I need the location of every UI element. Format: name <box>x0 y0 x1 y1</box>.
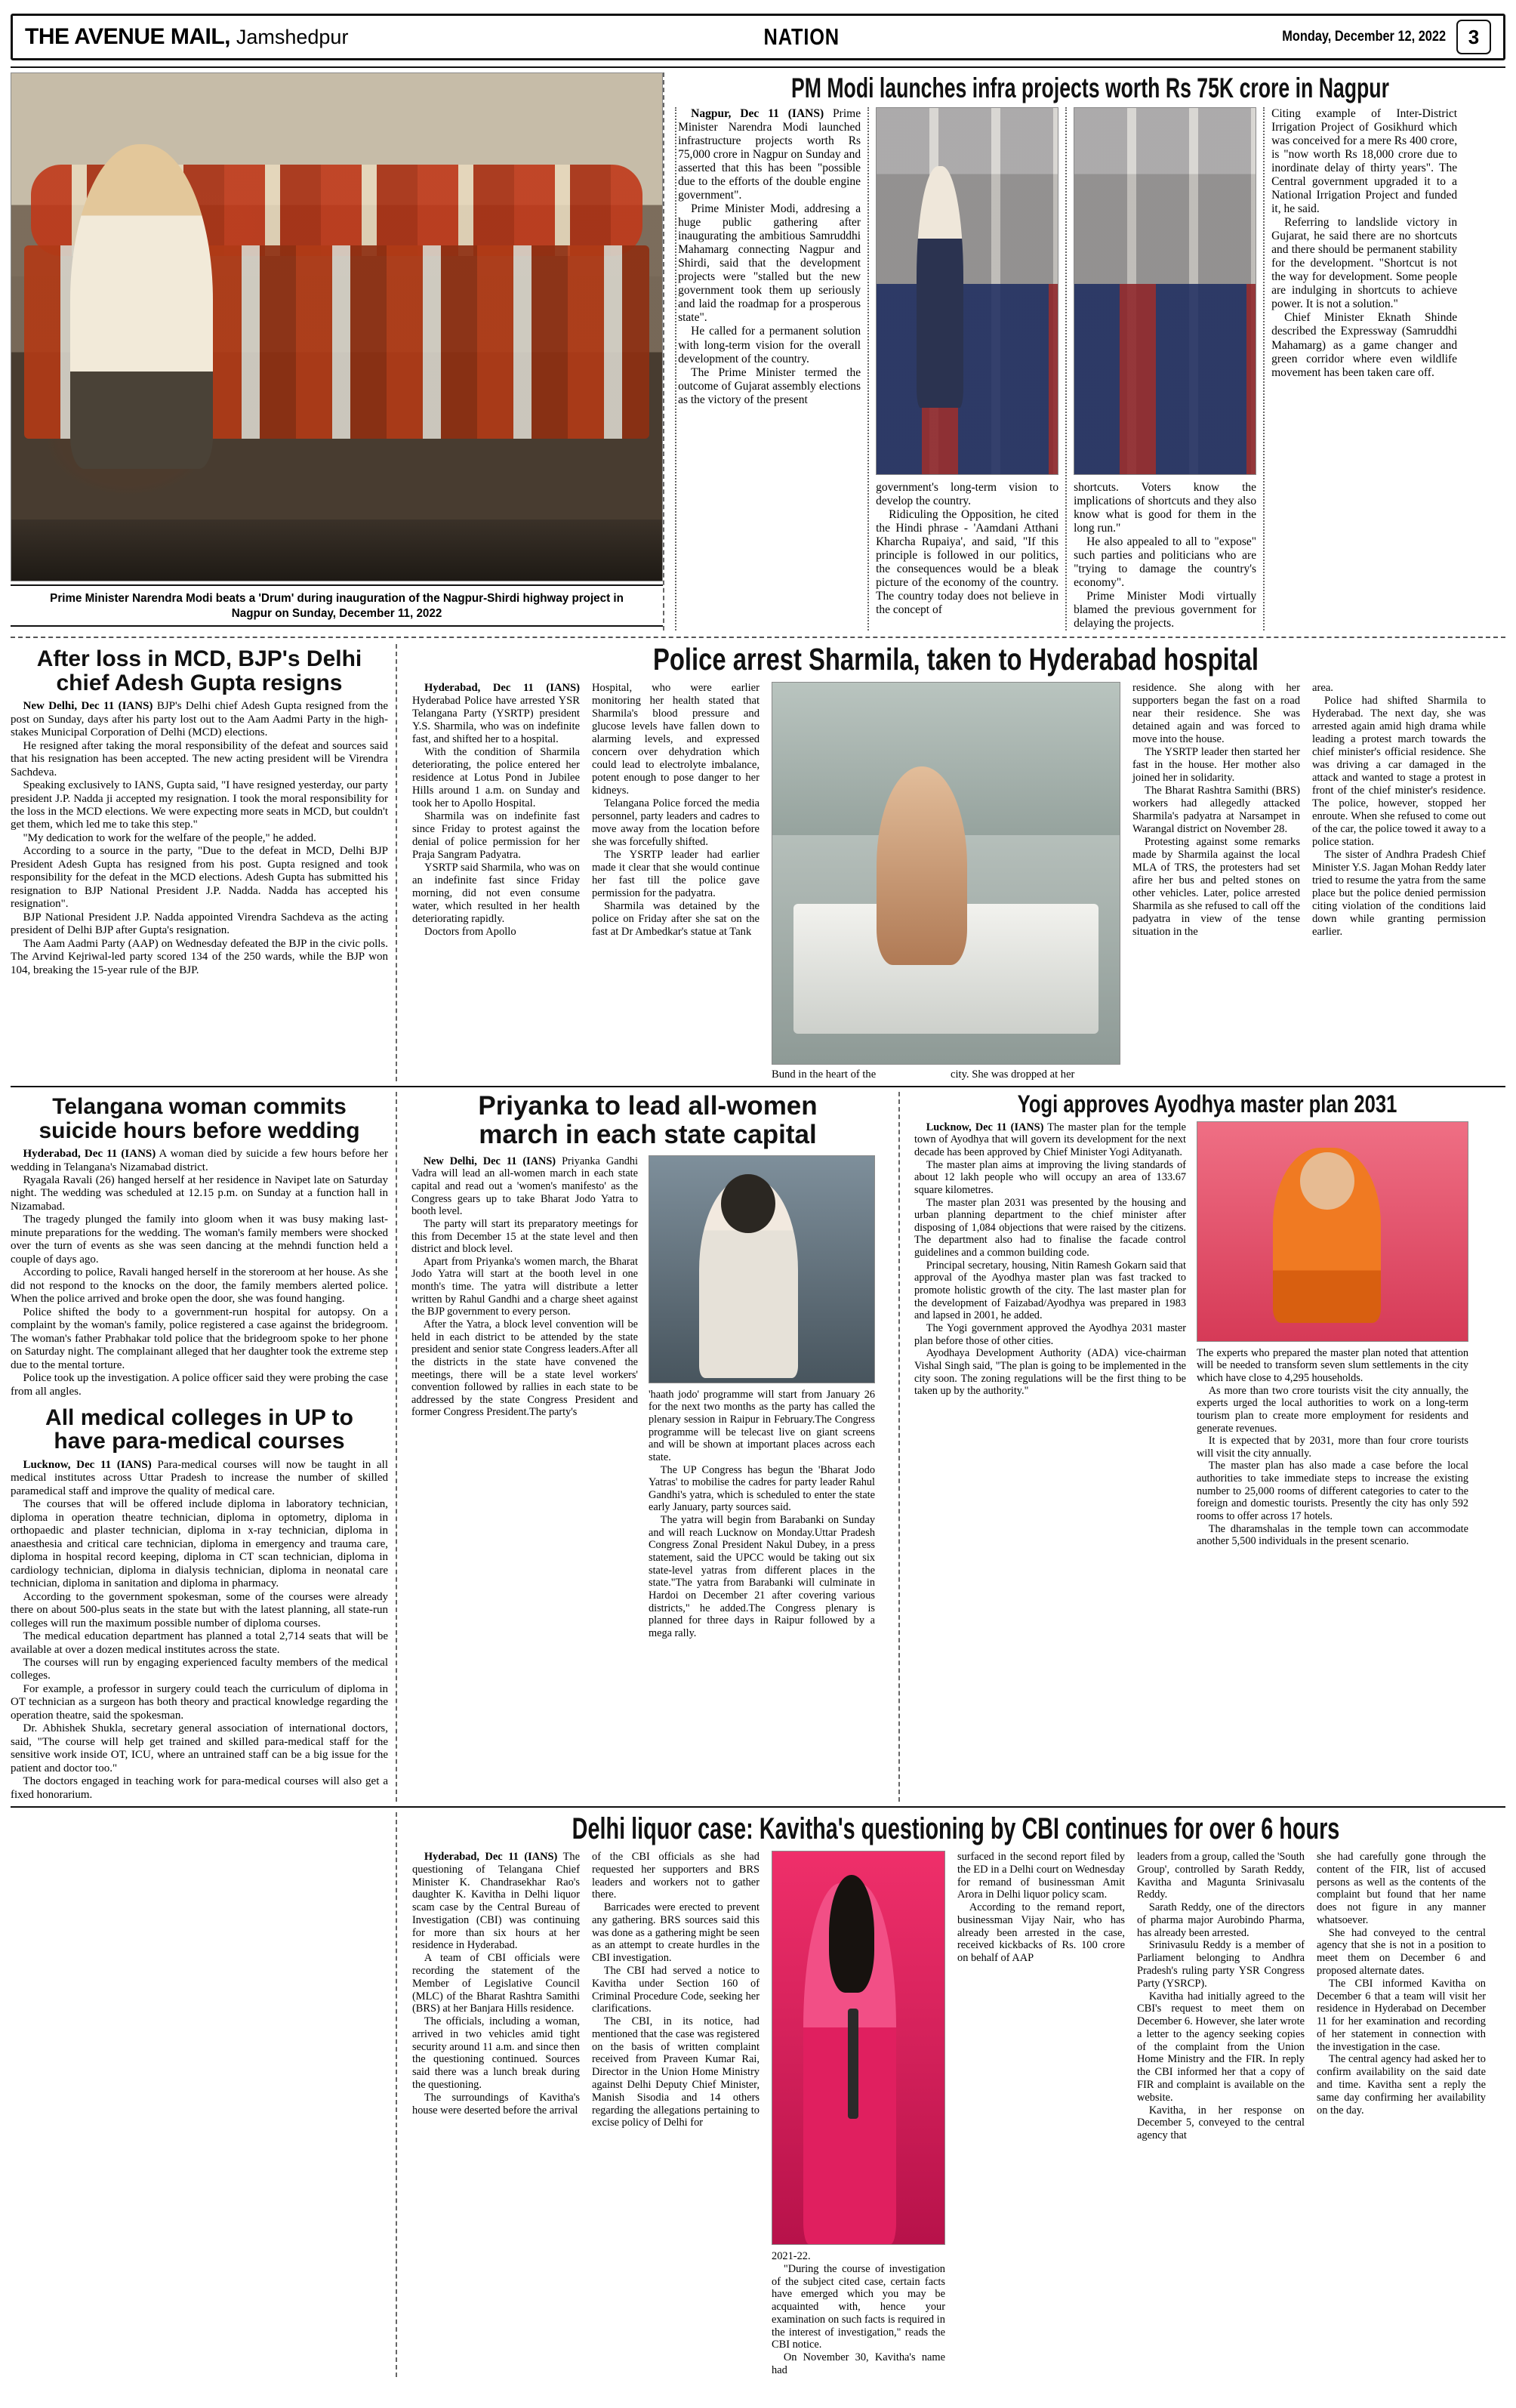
priyanka-c2-p2: The UP Congress has begun the 'Bharat Jodo Yatras' to mobilise the cadres for party leader Rahul Gandhi's yatra, which is scheduled to enter the state early January, party sources said. <box>649 1463 875 1514</box>
mcd-headline-line2: chief Adesh Gupta resigns <box>56 670 343 695</box>
sharmila-caption-left: Bund in the heart of the <box>772 1068 877 1081</box>
sharmila-column-2 <box>586 682 766 1081</box>
modi-columns <box>675 107 1505 631</box>
modi-column-3 <box>1065 107 1263 631</box>
upmedical-dateline: Lucknow, Dec 11 (IANS) <box>23 1458 152 1471</box>
liquor-c3-p1: 2021-22. <box>772 2249 811 2262</box>
upmedical-headline-line2: have para-medical courses <box>54 1429 345 1454</box>
liquor-c1-p4: The surroundings of Kavitha's house were deserted before the arrival <box>412 2091 580 2117</box>
modi-c3-p1: shortcuts. Voters know the implications of shortcuts and they also know what is good for them in the long run." <box>1074 480 1257 535</box>
yogi-c2-p2: As more than two crore tourists visit the city annually, the experts urged the local authorities to work on a long-term tourism plan to create more employment for residents and generate revenues. <box>1197 1384 1468 1435</box>
masthead-right <box>1256 20 1491 54</box>
upmedical-p2: The courses that will be offered include diploma in laboratory technician, diploma in operation theatre technician, diploma in optometry, diploma in orthopaedic and plaster technician, diploma in x-ray technician, diploma in anaesthesia and critical care technician, diploma in emergency and trauma care, diploma in hospital record keeping, diploma in CT scan technician, diploma in cardiology technician, diploma in dialysis technician, diploma in neonatal care technician, diploma in sanitation and diploma in pharmacy. <box>11 1498 388 1590</box>
yogi-p3: The master plan 2031 was presented by the housing and urban planning department to the chief minister after disposing of 1,084 objections that were raised by the citizens. The department also had to finalise the facade control guidelines and a common building code. <box>914 1196 1186 1259</box>
sharmila-column-4 <box>1126 682 1306 1081</box>
priyanka-column-2 <box>643 1155 880 1640</box>
modi-column-4 <box>1263 107 1464 631</box>
modi-c1-p1: Prime Minister Narendra Modi launched infrastructure projects worth Rs 75,000 crore in Nagpur on Sunday and asserted that this has been "possible due to the efforts of the double engine government". <box>678 106 861 202</box>
liquor-c5-p3: Srinivasulu Reddy is a member of Parliament belonging to Andhra Pradesh's ruling party YSR Congress Party (YSRCP). <box>1137 1939 1305 1990</box>
yogi-dateline: Lucknow, Dec 11 (IANS) <box>926 1121 1044 1133</box>
liquor-c3-p2: "During the course of investigation of the subject cited case, certain facts have emerged which you may be acquainted with, hence your examination on such facts is required in the interest of investigation," reads the CBI notice. <box>772 2262 945 2351</box>
upmedical-body <box>11 1459 388 1802</box>
priyanka-columns <box>406 1155 889 1640</box>
rule-band2-bottom <box>11 1086 1505 1087</box>
modi-c1-p3: He called for a permanent solution with long-term vision for the overall development of the country. <box>678 325 861 365</box>
modi-c2-p2: Ridiculing the Opposition, he cited the Hindi phrase - 'Aamdani Atthani Kharcha Rupaiya', and said, "If this principle is followed in our politics, the consequences would be a bleak picture of the economy of the country. The country today does not believe in the concept of <box>876 507 1059 617</box>
kavitha-photo <box>772 1851 945 2245</box>
telangana-headline <box>11 1092 388 1148</box>
yogi-column-1 <box>909 1121 1191 1548</box>
sharmila-c5-p3: The sister of Andhra Pradesh Chief Minister Y.S. Jagan Mohan Reddy later tried to resume the yatra from the same place but the police denied permission citing violation of the conditions laid down while granting permission earlier. <box>1312 849 1486 939</box>
mcd-p5: According to a source in the party, "Due to the defeat in MCD, Delhi BJP President Adesh Gupta has resigned from his post. Gupta resigned and took responsibility for the defeat in the MCD elections. Adesh Gupta has submitted his resignation to BJP National President J.P. Nadda. Nadda has accepted his resignation". <box>11 845 388 911</box>
telangana-headline-line1: Telangana woman commits <box>52 1094 347 1120</box>
liquor-c2-p4: The CBI, in its notice, had mentioned that the case was registered on the basis of written complaint received from Praveen Kumar Rai, Director in the Union Home Ministry against Delhi Deputy Chief Minister, Manish Sisodia and 14 others regarding the allegations pertaining to excise policy of Delhi for <box>592 2015 760 2129</box>
paper-name: THE AVENUE MAIL, <box>25 24 231 49</box>
sharmila-c2-p3: The YSRTP leader had earlier made it clear that she would continue her fast till the police gave permission for the padyatra. <box>592 849 760 900</box>
mcd-p6: BJP National President J.P. Nadda appointed Virendra Sachdeva as the acting president of Delhi BJP after Gupta's resignation. <box>11 911 388 937</box>
sharmila-photo-column <box>766 682 1126 1081</box>
modi-dateline: Nagpur, Dec 11 (IANS) <box>691 106 824 120</box>
modi-c1-p4: The Prime Minister termed the outcome of Gujarat assembly elections as the victory of the present <box>678 365 861 406</box>
telangana-p5: Police shifted the body to a government-run hospital for autopsy. On a complaint by the woman's family, police registered a case against the bridegroom. The woman's father Prabhakar told police that the bridegroom spoke to her phone on Saturday night. The complainant alleged that her daughter took the extreme step due to the mental torture. <box>11 1306 388 1371</box>
sharmila-c4-p1: residence. She along with her supporters began the fast on a road near their residence. She was detained again and was forced to move into the house. <box>1132 682 1300 746</box>
liquor-columns <box>406 1851 1505 2377</box>
liquor-headline: Delhi liquor case: Kavitha's questioning by CBI continues for over 6 hours <box>572 1812 1340 1846</box>
yogi-article <box>898 1092 1505 1802</box>
sharmila-c1-p1: Hyderabad Police have arrested YSR Telangana Party (YSRTP) president Y.S. Sharmila, who was on indefinite fast, and shifted her to a hospital. <box>412 695 580 746</box>
priyanka-headline <box>406 1092 889 1155</box>
top-section <box>11 72 1505 631</box>
telangana-headline-line2: suicide hours before wedding <box>39 1118 360 1143</box>
liquor-c4-p2: According to the remand report, businessman Vijay Nair, who has already been arrested in the case, received kickbacks of Rs. 100 crore on behalf of AAP <box>957 1901 1125 1965</box>
yogi-p1: The master plan for the temple town of Ayodhya that will govern its development for the next decade has been approved by Chief Minister Yogi Adityanath. <box>914 1121 1186 1158</box>
upmedical-p3: According to the government spokesman, some of the courses were already there on about 500-plus seats in the state but with the latest planning, all state-run colleges will run the maximum possible number of diploma courses. <box>11 1590 388 1629</box>
sharmila-c5-p1: area. <box>1312 682 1333 695</box>
priyanka-p2: The party will start its preparatory meetings for this from December 15 at the state level and then district and block level. <box>411 1217 638 1256</box>
mcd-article <box>11 644 396 1081</box>
priyanka-p1: Priyanka Gandhi Vadra will lead an all-women march in each state capital and read out a 'women's manifesto' as the Congress gears up to take Bharat Jodo Yatra to booth level. <box>411 1155 638 1218</box>
mcd-p4: "My dedication to work for the welfare of the people," he added. <box>23 831 316 844</box>
sharmila-c2-p4: Sharmila was detained by the police on Friday after she sat on the fast at Dr Ambedkar's statue at Tank <box>592 900 760 939</box>
liquor-c6-p4: The central agency had asked her to confirm availability on the said date and time. Kavitha sent a reply the same day confirming her availability on the day. <box>1317 2053 1486 2117</box>
page-number: 3 <box>1456 20 1491 54</box>
mcd-headline-line1: After loss in MCD, BJP's Delhi <box>36 646 362 672</box>
issue-date: Monday, December 12, 2022 <box>1282 29 1446 45</box>
modi-column-1 <box>675 107 867 631</box>
yogi-p6: Ayodhaya Development Authority (ADA) vice-chairman Vishal Singh said, "The plan is going to be implemented in the city soon. The zoning regulations will be the first thing to be taken up by the authority." <box>914 1347 1186 1398</box>
priyanka-c2-p1: 'haath jodo' programme will start from January 26 for the next two months as the party has called the plenary session in Raipur in February.The Congress programme will be telecast live on giant screens and will be shown at important places across each state. <box>649 1388 875 1463</box>
bottom-left-spacer <box>11 1812 396 2377</box>
masthead <box>11 14 1505 60</box>
priyanka-headline-line1: Priyanka to lead all-women <box>478 1091 818 1121</box>
yogi-c2-p3: It is expected that by 2031, more than four crore tourists will visit the city annually. <box>1197 1435 1468 1460</box>
yogi-p5: The Yogi government approved the Ayodhya 2031 master plan before those of other cities. <box>914 1321 1186 1347</box>
telangana-dateline: Hyderabad, Dec 11 (IANS) <box>23 1148 156 1161</box>
left-column-stack <box>11 1092 396 1802</box>
liquor-column-5 <box>1131 1851 1311 2377</box>
liquor-column-4 <box>951 1851 1131 2377</box>
modi-c2-p1: government's long-term vision to develop the country. <box>876 480 1059 507</box>
liquor-c6-p3: The CBI informed Kavitha on December 6 that a team will visit her residence in Hyderabad on December 11 for her examination and recording of her statement in connection with the investigation in the case. <box>1317 1977 1486 2053</box>
sharmila-article <box>396 644 1505 1081</box>
telangana-p6: Police took up the investigation. A police officer said they were probing the case from all angles. <box>11 1372 388 1398</box>
modi-c3-p3: Prime Minister Modi virtually blamed the previous government for delaying the projects. <box>1074 590 1257 631</box>
upmedical-p1: Para-medical courses will now be taught in all medical institutes across Uttar Pradesh to increase the number of skilled paramedical staff and improve the quality of medical care. <box>11 1458 388 1497</box>
modi-drum-photo <box>11 72 663 581</box>
modi-c1-p2: Prime Minister Modi, addresing a huge public gathering after inaugurating the ambitious Samruddhi Mahamarg connecting Nagpur and Shirdi, said that the development projects were "stalled but the new government took them up seriously and laid the roadmap for a prosperous state". <box>678 202 861 325</box>
modi-c4-p3: Chief Minister Eknath Shinde described the Expressway (Samruddhi Mahamarg) as a game changer and green corridor where even wildlife movement has been taken care off. <box>1271 311 1458 379</box>
liquor-dateline: Hyderabad, Dec 11 (IANS) <box>424 1850 558 1863</box>
liquor-c1-p2: A team of CBI officials were recording the statement of the Member of Legislative Council (MLC) of the Bharat Rashtra Samithi (BRS) at her Banjara Hills residence. <box>412 1952 580 2015</box>
rule-below-masthead <box>11 66 1505 68</box>
mcd-body <box>11 700 388 977</box>
modi-photo-block <box>11 72 663 631</box>
priyanka-c2-p3: The yatra will begin from Barabanki on Sunday and will reach Lucknow on Monday.Uttar Pradesh Congress Zonal President Nakul Dubey, in a press statement, said the UPCC would be taking out six state-level yatras from different places in the state."The yatra from Barabanki will culminate in Hardoi on December 21 after covering various districts," he added.The Congress plenary is planned for three days in Raipur followed by a mega rally. <box>649 1514 875 1639</box>
modi-photo-caption: Prime Minister Narendra Modi beats a 'Drum' during inauguration of the Nagpur-Shirdi highway project in Nagpur on Sunday, December 11, 2022 <box>50 592 624 620</box>
yogi-headline: Yogi approves Ayodhya master plan 2031 <box>1017 1090 1397 1118</box>
modi-c4-p1: Citing example of Inter-District Irrigation Project of Gosikhurd which was conceived for a mere Rs 400 crore, is "now worth Rs 18,000 crore due to inordinate delay of thirty years". The Central government upgraded it to a National Irrigation Project and funded it, he said. <box>1271 106 1458 216</box>
liquor-article <box>396 1812 1505 2377</box>
band-two <box>11 644 1505 1081</box>
mcd-dateline: New Delhi, Dec 11 (IANS) <box>23 700 153 713</box>
liquor-c6-p1: she had carefully gone through the content of the FIR, list of accused persons as well as the contents of the complaint but found that her name does not figure in any manner whatsoever. <box>1317 1850 1486 1926</box>
yogi-c2-p4: The master plan has also made a case before the local authorities to take immediate steps to increase the existing number to 25,000 rooms of different categories to cater to the foreign and domestic tourists. Presently the city has only 592 rooms to offer across 17 hotels. <box>1197 1460 1468 1523</box>
priyanka-p3: Apart from Priyanka's women march, the Bharat Jodo Yatra will start at the booth level in one month's time. The yatra will distribute a letter written by Rahul Gandhi and a charge sheet against the BJP government to every person. <box>411 1255 638 1318</box>
upmedical-p5: The courses will run by engaging experienced faculty members of the medical colleges. <box>11 1657 388 1682</box>
sharmila-headline: Police arrest Sharmila, taken to Hyderabad hospital <box>652 642 1259 677</box>
sharmila-c2-p2: Telangana Police forced the media personnel, party leaders and cadres to move away from the location before she was forcefully shifted. <box>592 797 760 849</box>
masthead-title <box>25 24 348 50</box>
yogi-photo <box>1197 1121 1468 1342</box>
upmedical-p4: The medical education department has planned a total 2,714 seats that will be available at over a dozen medical institutes across the state. <box>11 1630 388 1656</box>
priyanka-p4: After the Yatra, a block level convention will be held in each district to be attended by the state president and senior state Congress leaders.After all the districts in the state have convened the meetings, there will be a state level workers' convention followed by rallies in each state to be addressed by the state Congress President and former Congress President.The party's <box>411 1318 638 1419</box>
sharmila-c1-p5: Doctors from Apollo <box>424 926 516 939</box>
liquor-photo-column <box>766 1851 951 2377</box>
yogi-p4: Principal secretary, housing, Nitin Ramesh Gokarn said that approval of the Ayodhya master plan was fast tracked to promote holistic growth of the city. The last master plan for the development of Faizabad/Ayodhya was prepared in 1983 and lapsed in 2001, he added. <box>914 1259 1186 1322</box>
mcd-p1: BJP's Delhi chief Adesh Gupta resigned from the post on Sunday, days after his party lost out to the Aam Aadmi Party in the high-stakes Municipal Corporation of Delhi (MCD) elections. <box>11 700 388 739</box>
liquor-c5-p5: Kavitha, in her response on December 5, conveyed to the central agency that <box>1137 2104 1305 2142</box>
yogi-p2: The master plan aims at improving the living standards of about 12 lakh people who will occupy an area of 133.67 square kilometres. <box>914 1158 1186 1196</box>
upmedical-p8: The doctors engaged in teaching work for para-medical courses will also get a fixed honorarium. <box>11 1775 388 1801</box>
sharmila-c1-p3: Sharmila was on indefinite fast since Friday to protest against the denial of police permission for her Praja Sangram Padyatra. <box>412 810 580 862</box>
sharmila-column-5 <box>1306 682 1492 1081</box>
modi-headline: PM Modi launches infra projects worth Rs 75K crore in Nagpur <box>791 72 1390 103</box>
bottom-section <box>11 1812 1505 2377</box>
telangana-body <box>11 1148 388 1398</box>
modi-train-photo-2 <box>1074 107 1256 475</box>
telangana-p1: A woman died by suicide a few hours before her wedding in Telangana's Nizamabad district. <box>11 1148 388 1173</box>
modi-column-2 <box>867 107 1065 631</box>
sharmila-c5-p2: Police had shifted Sharmila to Hyderabad. The next day, she was arrested again amid high drama while leading a protest march towards the chief minister's official residence. She was driving a car damaged in the attack and wanted to stage a protest in front of the chief minister's residence. The police, however, stopped her enroute. When she refused to come out of the car, the police towed it away to a police station. <box>1312 695 1486 849</box>
yogi-c2-p5: The dharamshalas in the temple town can accommodate another 5,500 individuals in the present scenario. <box>1197 1522 1468 1548</box>
upmedical-p7: Dr. Abhishek Shukla, secretary general association of international doctors, said, "The course will help get trained and skilled para-medical staff for the sensitive work inside OT, ICU, where an untrained staff can be a big issue for the patient and doctor too." <box>11 1722 388 1774</box>
sharmila-c4-p3: The Bharat Rashtra Samithi (BRS) workers had allegedly attacked Sharmila's padyatra at Narsampet in Warangal district on November 28. <box>1132 785 1300 836</box>
modi-c3-p2: He also appealed to all to "expose" such parties and politicians who are "trying to damage the country's economy". <box>1074 535 1257 590</box>
sharmila-c1-p2: With the condition of Sharmila deteriorating, the police entered her residence at Lotus Pond in Jubilee Hills around 1 a.m. on Sunday and took her to Apollo Hospital. <box>412 746 580 810</box>
sharmila-caption-right: city. She was dropped at her <box>951 1068 1075 1081</box>
telangana-p2: Ryagala Ravali (26) hanged herself at her residence in Navipet late on Saturday night. The wedding was scheduled at 12.15 p.m. on Sunday at a function hall in Nizamabad. <box>11 1174 388 1213</box>
rule-top-band <box>11 637 1505 638</box>
sharmila-c4-p4: Protesting against some remarks made by Sharmila against the local MLA of TRS, the protesters had set afire her bus and pelted stones on other vehicles. Later, police arrested Sharmila as she refused to call off the padyatra in view of the tense situation in the <box>1132 836 1300 939</box>
rule-band3-bottom <box>11 1806 1505 1808</box>
upmedical-p6: For example, a professor in surgery could teach the curriculum of diploma in OT technician as a surgeon has both theory and practical knowledge regarding the operation theatre, said the spokesman. <box>11 1682 388 1722</box>
telangana-p4: According to police, Ravali hanged herself in the storeroom at her house. As she did not respond to the knocks on the door, the family members alerted police. When the police arrived and broke open the door, she was found hanging. <box>11 1266 388 1306</box>
section-title: NATION <box>763 23 840 50</box>
modi-c4-p2: Referring to landslide victory in Gujarat, he said there are no shortcuts and there should be permanent stability for the development. "Shortcut is not the way for development. Some people are indulging in shortcuts to achieve power. It is not a solution." <box>1271 216 1458 311</box>
sharmila-c2-p1: Hospital, who were earlier monitoring her health stated that Sharmila's blood pressure and glucose levels have fallen down to alarming levels, and expressed concern over dehydration which could lead to electrolyte imbalance, potent enough to pose danger to her kidneys. <box>592 682 760 797</box>
sharmila-dateline: Hyderabad, Dec 11 (IANS) <box>424 682 580 695</box>
liquor-c2-p1: of the CBI officials as she had requested her supporters and BRS leaders and workers not to gather there. <box>592 1850 760 1901</box>
paper-city: Jamshedpur <box>236 26 349 48</box>
yogi-columns <box>909 1121 1505 1548</box>
priyanka-headline-line2: march in each state capital <box>479 1119 817 1149</box>
sharmila-column-1 <box>406 682 586 1081</box>
mcd-p7: The Aam Aadmi Party (AAP) on Wednesday defeated the BJP in the civic polls. The Arvind Kejriwal-led party scored 134 of the 250 wards, while the BJP won 104, breaking the 15-year rule of the BJP. <box>11 937 388 976</box>
liquor-c5-p1: leaders from a group, called the 'South Group', controlled by Sarath Reddy, Kavitha and Magunta Srinivasalu Reddy. <box>1137 1850 1305 1901</box>
priyanka-article <box>396 1092 898 1802</box>
sharmila-columns <box>406 682 1505 1081</box>
liquor-c3-p3: On November 30, Kavitha's name had <box>772 2351 945 2376</box>
mcd-p2: He resigned after taking the moral responsibility of the defeat and sources said that his resignation has been accepted. The new acting president will be Virendra Sachdeva. <box>11 739 388 779</box>
liquor-c4-p1: surfaced in the second report filed by the ED in a Delhi court on Wednesday for remand of businessman Amit Arora in Delhi liquor policy scam. <box>957 1850 1125 1901</box>
telangana-p3: The tragedy plunged the family into gloom when it was busy making last-minute preparations for the wedding. The woman's family members were shocked over the turn of events as she was seen dancing at the mehndi function held a couple of days ago. <box>11 1213 388 1266</box>
sharmila-c4-p2: The YSRTP leader then started her fast in the house. Her mother also joined her in solidarity. <box>1132 746 1300 785</box>
mcd-headline <box>11 644 388 700</box>
sharmila-c1-p4: YSRTP said Sharmila, who was on an indefinite fast since Friday morning, did not even consume water, which resulted in her health deteriorating rapidly. <box>412 862 580 926</box>
mcd-p3: Speaking exclusively to IANS, Gupta said, "I have resigned yesterday, our party president J.P. Nadda ji accepted my resignation. I took the moral responsibility for the loss in the MCD elections. We were expecting more seats in MCD, but couldn't get them, which led me to take this step." <box>11 779 388 831</box>
upmedical-headline-line1: All medical colleges in UP to <box>45 1404 353 1430</box>
band-three <box>11 1092 1505 1802</box>
liquor-c1-p1: The questioning of Telangana Chief Minister K. Chandrasekhar Rao's daughter K. Kavitha in Delhi liquor scam case by the Central Bureau of Investigation (CBI) was continuing for more than six hours at her residence in Hyderabad. <box>412 1850 580 1952</box>
sharmila-hospital-photo <box>772 682 1120 1065</box>
upmedical-headline <box>11 1398 388 1459</box>
liquor-column-2 <box>586 1851 766 2377</box>
modi-article <box>663 72 1505 631</box>
priyanka-column-1 <box>406 1155 643 1640</box>
liquor-column-1 <box>406 1851 586 2377</box>
modi-train-photo <box>876 107 1058 475</box>
priyanka-dateline: New Delhi, Dec 11 (IANS) <box>423 1155 556 1167</box>
priyanka-photo <box>649 1155 875 1383</box>
liquor-c5-p4: Kavitha had initially agreed to the CBI's request to meet them on December 6. However, she later wrote a letter to the agency seeking copies of the complaint from the Union Home Ministry and the FIR. In reply the CBI informed her that a copy of FIR and complaint is available on the website. <box>1137 1990 1305 2104</box>
liquor-c2-p3: The CBI had served a notice to Kavitha under Section 160 of Criminal Procedure Code, seeking her clarifications. <box>592 1964 760 2015</box>
liquor-column-6 <box>1311 1851 1492 2377</box>
liquor-c2-p2: Barricades were erected to prevent any gathering. BRS sources said this was done as a gathering might be seen as an attempt to create hurdles in the CBI investigation. <box>592 1901 760 1965</box>
liquor-c1-p3: The officials, including a woman, arrived in two vehicles amid tight security around 11 a.m. and since then the questioning continued. Sources said there was a lunch break during the questioning. <box>412 2015 580 2092</box>
yogi-column-2 <box>1191 1121 1474 1548</box>
liquor-c5-p2: Sarath Reddy, one of the directors of pharma major Aurobindo Pharma, has already been arrested. <box>1137 1901 1305 1939</box>
yogi-c2-p1: The experts who prepared the master plan noted that attention will be needed to transform seven slum settlements in the city which have close to 4,295 households. <box>1197 1346 1468 1384</box>
liquor-c6-p2: She had conveyed to the central agency that she is not in a position to meet them on December 6 and proposed alternate dates. <box>1317 1926 1486 1977</box>
